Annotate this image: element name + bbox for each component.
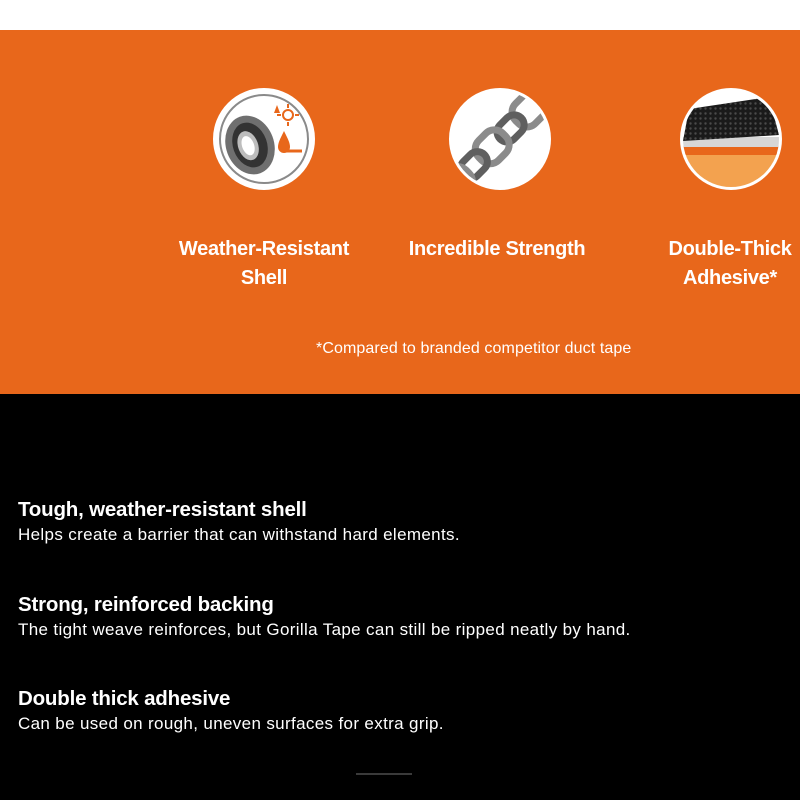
feature-label-strength: Incredible Strength <box>408 238 586 260</box>
top-margin <box>0 0 800 30</box>
footnote: *Compared to branded competitor duct tape <box>316 340 632 357</box>
adhesive-layers-icon <box>680 88 782 190</box>
section-title-shell: Tough, weather-resistant shell <box>18 498 307 521</box>
chain-icon <box>449 88 551 190</box>
details-panel <box>0 394 800 800</box>
section-body-shell: Helps create a barrier that can withstand hard elements. <box>18 525 460 544</box>
weather-icon <box>213 88 315 190</box>
feature-label-adhesive: Double-Thick Adhesive* <box>668 238 792 289</box>
scroll-indicator[interactable] <box>356 773 412 775</box>
section-title-backing: Strong, reinforced backing <box>18 593 274 616</box>
section-body-adhesive: Can be used on rough, uneven surfaces for extra grip. <box>18 714 444 733</box>
section-title-adhesive: Double thick adhesive <box>18 687 231 710</box>
feature-label-weather: Weather-Resistant Shell <box>178 238 350 289</box>
section-body-backing: The tight weave reinforces, but Gorilla Tape can still be ripped neatly by hand. <box>18 620 631 639</box>
feature-banner <box>0 30 800 394</box>
